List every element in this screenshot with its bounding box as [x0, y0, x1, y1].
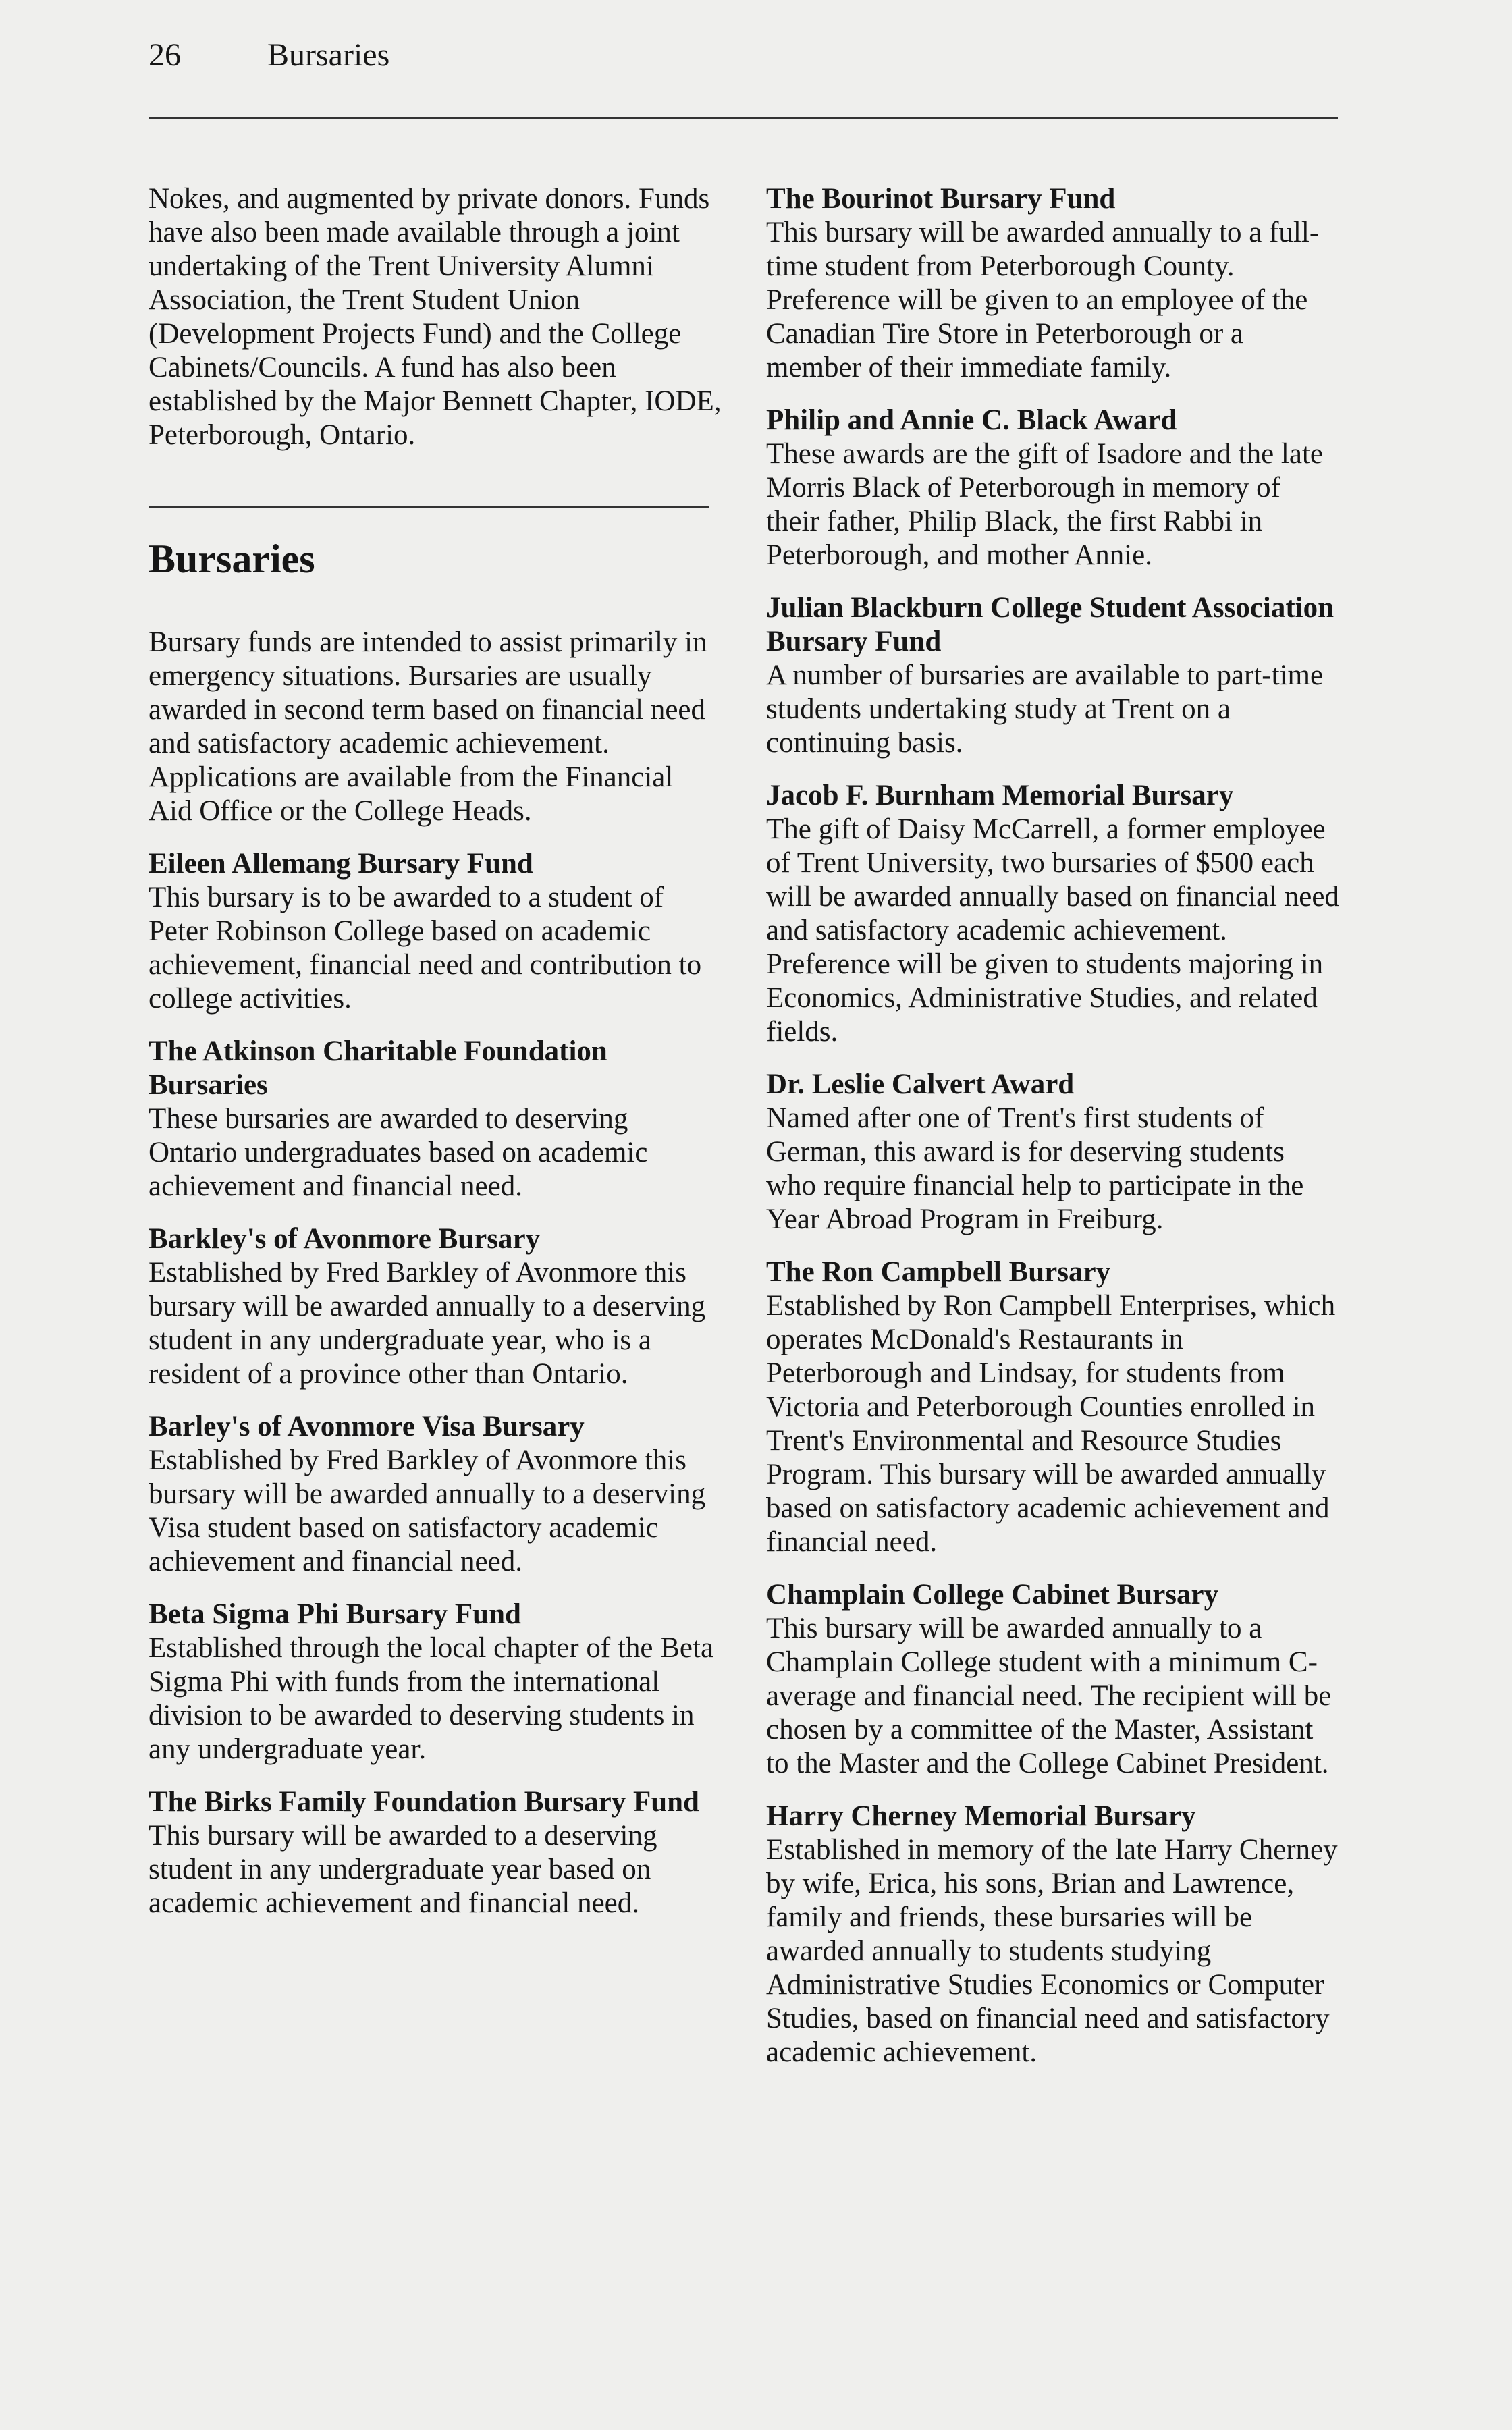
- entry-title: The Bourinot Bursary Fund: [766, 183, 1116, 215]
- bursary-entry: [148, 1785, 722, 1920]
- entry-title: The Birks Family Foundation Bursary Fund: [148, 1786, 699, 1818]
- entry-body: This bursary will be awarded annually to a full-time student from Peterborough County. Preference will be given to an employee of the Canadian Tire Store in Peterborough or a member of their immediate family.: [766, 217, 1320, 383]
- header-rule: [148, 117, 1338, 119]
- entry-body: Established by Ron Campbell Enterprises, which operates McDonald's Restaurants in Peterborough and Lindsay, for students from Victoria and Peterborough Counties enrolled in Trent's Environmental and Resource Studies Program. This bursary will be awarded annually based on satisfactory academic achievement and financial need.: [766, 1290, 1336, 1558]
- entry-title: Barkley's of Avonmore Bursary: [148, 1223, 541, 1255]
- page-header: [148, 31, 1336, 85]
- section-rule: [148, 506, 709, 508]
- entry-body: Established by Fred Barkley of Avonmore this bursary will be awarded annually to a deserving Visa student based on satisfactory academic achievement and financial need.: [148, 1444, 706, 1577]
- entry-title: Jacob F. Burnham Memorial Bursary: [766, 780, 1234, 811]
- bursary-entry: [148, 1410, 722, 1579]
- entry-body: These awards are the gift of Isadore and the late Morris Black of Peterborough in memory of their father, Philip Black, the first Rabbi in Peterborough, and mother Annie.: [766, 438, 1323, 571]
- entry-title: Eileen Allemang Bursary Fund: [148, 848, 533, 880]
- bursary-entry: [766, 1578, 1340, 1781]
- section-intro: Bursary funds are intended to assist primarily in emergency situations. Bursaries are usually awarded in second term based on financial need and satisfactory academic achievement. Applications are available from the Financial Aid Office or the College Heads.: [148, 626, 707, 827]
- entry-body: Established in memory of the late Harry Cherney by wife, Erica, his sons, Brian and Lawrence, family and friends, these bursaries will be awarded annually to students studying Administrative Studies Economics or Computer Studies, based on financial need and satisfactory academic achievement.: [766, 1834, 1338, 2068]
- bursary-entry: [766, 591, 1340, 760]
- entry-title: Dr. Leslie Calvert Award: [766, 1069, 1075, 1100]
- entry-title: The Ron Campbell Bursary: [766, 1256, 1111, 1288]
- section-heading: Bursaries: [148, 537, 315, 581]
- entry-body: Named after one of Trent's first students of German, this award is for deserving students who require financial help to participate in the Year Abroad Program in Freiburg.: [766, 1102, 1304, 1235]
- bursary-entry: [766, 1068, 1340, 1237]
- entry-body: A number of bursaries are available to part-time students undertaking study at Trent on a continuing basis.: [766, 659, 1324, 759]
- running-head: Bursaries: [267, 37, 390, 73]
- entry-title: Julian Blackburn College Student Association Bursary Fund: [766, 592, 1334, 657]
- bursary-entry: [148, 1222, 722, 1391]
- entry-title: Philip and Annie C. Black Award: [766, 404, 1177, 436]
- entry-body: Established by Fred Barkley of Avonmore this bursary will be awarded annually to a deserving student in any undergraduate year, who is a resident of a province other than Ontario.: [148, 1257, 706, 1390]
- right-column: [766, 182, 1340, 2088]
- entry-body: This bursary will be awarded to a deserving student in any undergraduate year based on academic achievement and financial need.: [148, 1820, 657, 1919]
- bursary-entry: [766, 779, 1340, 1049]
- entry-body: This bursary is to be awarded to a student of Peter Robinson College based on academic achievement, financial need and contribution to college activities.: [148, 882, 702, 1015]
- bursary-entry: [148, 1598, 722, 1766]
- page-number: 26: [148, 37, 181, 73]
- bursary-entry: [766, 1800, 1340, 2070]
- entry-title: Beta Sigma Phi Bursary Fund: [148, 1598, 521, 1630]
- entry-title: The Atkinson Charitable Foundation Bursaries: [148, 1035, 608, 1101]
- bursary-entry: [148, 1035, 722, 1204]
- entry-body: These bursaries are awarded to deserving Ontario undergraduates based on academic achievement and financial need.: [148, 1103, 648, 1202]
- entry-title: Champlain College Cabinet Bursary: [766, 1579, 1219, 1611]
- entry-body: The gift of Daisy McCarrell, a former employee of Trent University, two bursaries of $500 each will be awarded annually based on financial need and satisfactory academic achievement. Preference will be given to students majoring in Economics, Administrative Studies, and related fields.: [766, 813, 1339, 1048]
- entry-body: Established through the local chapter of the Beta Sigma Phi with funds from the international division to be awarded to deserving students in any undergraduate year.: [148, 1632, 714, 1765]
- entry-title: Harry Cherney Memorial Bursary: [766, 1800, 1196, 1832]
- left-column: [148, 182, 722, 1939]
- bursary-entry: [148, 847, 722, 1016]
- bursary-entry: [766, 182, 1340, 385]
- continued-paragraph: Nokes, and augmented by private donors. Funds have also been made available through a joint undertaking of the Trent University Alumni Association, the Trent Student Union (Development Projects Fund) and the College Cabinets/Councils. A fund has also been established by the Major Bennett Chapter, IODE, Peterborough, Ontario.: [148, 183, 722, 451]
- entry-body: This bursary will be awarded annually to a Champlain College student with a minimum C- average and financial need. The recipient will be chosen by a committee of the Master, Assistant to the Master and the College Cabinet President.: [766, 1613, 1332, 1779]
- entry-title: Barley's of Avonmore Visa Bursary: [148, 1411, 585, 1442]
- bursary-entry: [766, 404, 1340, 572]
- bursary-entry: [766, 1256, 1340, 1559]
